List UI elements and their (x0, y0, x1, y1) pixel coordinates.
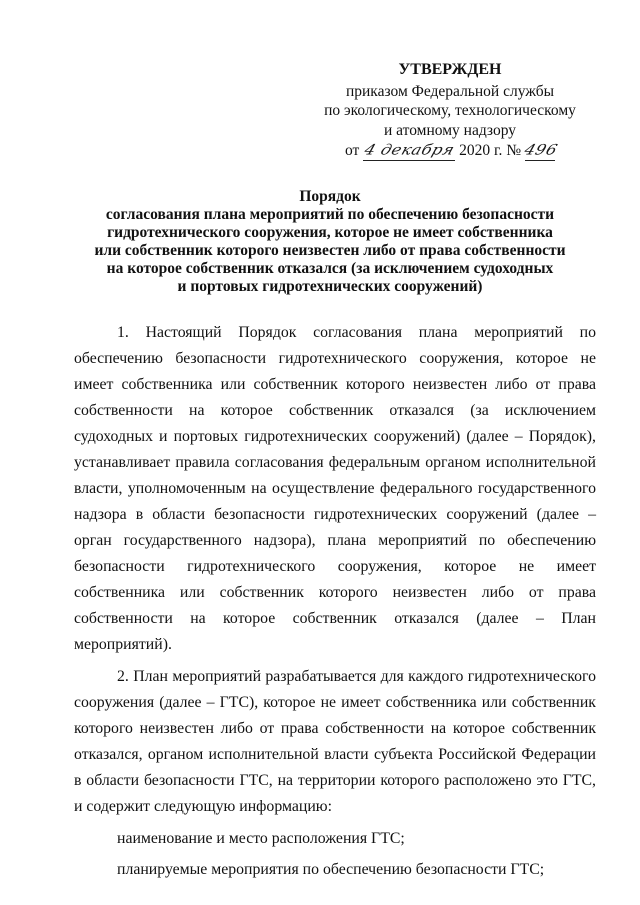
title-line: на которое собственник отказался (за исключением судоходных (106, 260, 554, 277)
list-item-2: планируемые мероприятия по обеспечению безопасности ГТС; (117, 861, 545, 878)
handwritten-date-field (363, 140, 455, 161)
title-heading: Порядок (299, 188, 361, 205)
handwritten-number-field (522, 140, 560, 161)
approval-line-2: по экологическому, технологическому (324, 102, 576, 119)
from-prefix: от (345, 142, 360, 159)
handwritten-number: 496 (522, 140, 560, 159)
document-body (74, 320, 596, 888)
list-item-1: наименование и место расположения ГТС; (117, 830, 405, 847)
approval-stamp-block (300, 60, 600, 161)
handwritten-date: 4 декабря (361, 140, 457, 159)
title-line: и портовых гидротехнических сооружений) (177, 278, 483, 295)
order-year: 2020 г. (459, 142, 503, 159)
title-line: или собственник которого неизвестен либо от права собственности (94, 242, 566, 259)
order-date-line (345, 140, 560, 161)
title-line: гидротехнического сооружения, которое не имеет собственника (107, 224, 553, 241)
approved-heading: УТВЕРЖДЕН (398, 61, 502, 78)
approval-line-1: приказом Федеральной службы (345, 82, 555, 100)
document-title (60, 188, 600, 296)
title-line: согласования плана мероприятий по обеспечению безопасности (105, 206, 555, 223)
paragraph-2: 2. План мероприятий разрабатывается для каждого гидротехнического сооружения (далее – ГТС), которое не имеет собственника или собственник которого неизвестен либо от права собственности на которое собственник отказался, органом исполнительной власти субъекта Российской Федерации в области безопасности ГТС, на территории которого расположено это ГТС, и содержит следующую информацию: (74, 668, 596, 815)
number-sign: № (506, 142, 522, 159)
approval-line-3: и атомному надзору (384, 121, 516, 139)
paragraph-1: 1. Настоящий Порядок согласования плана мероприятий по обеспечению безопасности гидротехнического сооружения, которое не имеет собственника или собственник которого неизвестен либо от права собственности на которое собственник отказался (за исключением судоходных и портовых гидротехнических сооружений) (далее – Порядок), устанавливает правила согласования федеральным органом исполнительной власти, уполномоченным на осуществление федерального государственного надзора в области безопасности гидротехнических сооружений (далее – орган государственного надзора), плана мероприятий по обеспечению безопасности гидротехнического сооружения, которое не имеет собственника или собственник которого неизвестен либо от права собственности на которое собственник отказался (далее – План мероприятий). (74, 324, 596, 653)
